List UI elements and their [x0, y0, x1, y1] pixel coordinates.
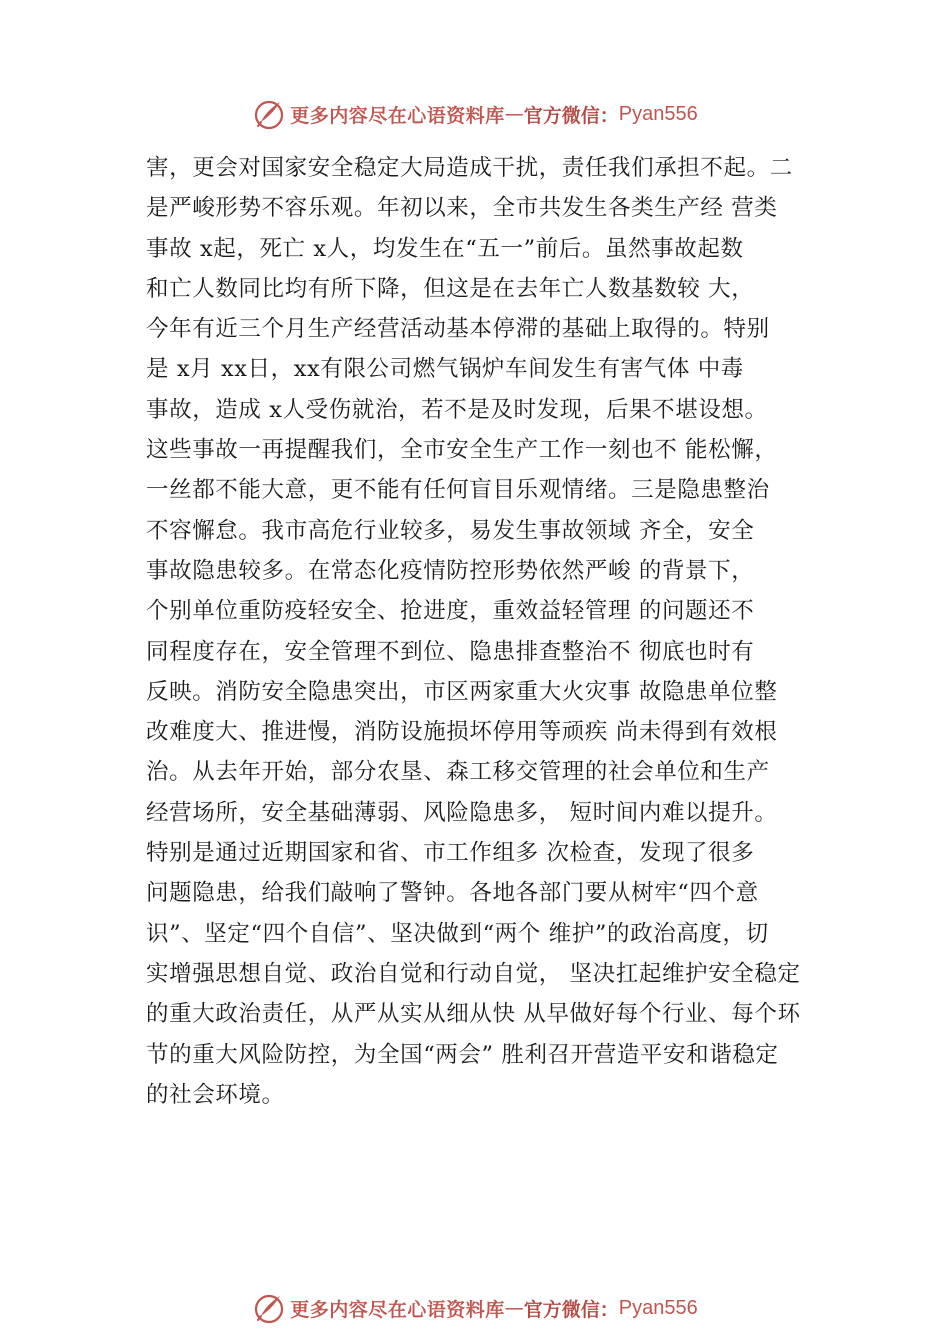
- text-line: 事故 x起，死亡 x人，均发生在“五一”前后。虽然事故起数: [146, 235, 744, 262]
- watermark-wechat-label: 官方微信：: [523, 104, 619, 127]
- text-line: 识”、坚定“四个自信”、坚决做到“两个 维护”的政治高度，切: [146, 920, 769, 947]
- text-line: 是严峻形势不容乐观。年初以来，全市共发生各类生产经 营类: [146, 195, 778, 222]
- text-line: 事故隐患较多。在常态化疫情防控形势依然严峻 的背景下，: [146, 557, 755, 584]
- text-line: 节的重大风险防控，为全国“两会” 胜利召开营造平安和谐稳定: [146, 1041, 779, 1068]
- footer-watermark-banner: [0, 1286, 950, 1330]
- text-line: 同程度存在，安全管理不到位、隐患排查整治不 彻底也时有: [146, 638, 755, 665]
- text-line: 今年有近三个月生产经营活动基本停滞的基础上取得的。特别: [146, 316, 770, 343]
- text-line: 的重大政治责任，从严从实从细从快 从早做好每个行业、每个环: [146, 1001, 801, 1028]
- watermark-text: 更多内容尽在心语资料库: [290, 1298, 505, 1321]
- watermark-wechat-id: Pyan556: [618, 1296, 698, 1319]
- watermark-dash: —: [504, 103, 524, 125]
- text-line: 一丝都不能大意，更不能有任何盲目乐观情绪。三是隐患整治: [146, 477, 770, 504]
- text-line: 实增强思想自觉、政治自觉和行动自觉， 坚决扛起维护安全稳定: [146, 960, 801, 987]
- watermark-wechat-label: 官方微信：: [523, 1298, 619, 1321]
- header-watermark-banner: [0, 92, 950, 136]
- text-line: 的社会环境。: [146, 1081, 285, 1108]
- quill-pen-logo-icon: [252, 97, 286, 131]
- watermark-wechat-id: Pyan556: [618, 102, 698, 125]
- document-body: [146, 148, 846, 1115]
- text-line: 害，更会对国家安全稳定大局造成干扰，责任我们承担不起。二: [146, 155, 793, 181]
- text-line: 特别是通过近期国家和省、市工作组多 次检查，发现了很多: [146, 840, 755, 867]
- text-line: 和亡人数同比均有所下降，但这是在去年亡人数基数较 大，: [146, 275, 755, 302]
- quill-pen-logo-icon: [252, 1291, 286, 1325]
- text-line: 这些事故一再提醒我们，全市安全生产工作一刻也不 能松懈，: [146, 437, 778, 464]
- text-line: 个别单位重防疫轻安全、抢进度，重效益轻管理 的问题还不: [146, 598, 755, 625]
- text-line: 事故，造成 x人受伤就治，若不是及时发现，后果不堪设想。: [146, 396, 768, 423]
- text-line: 反映。消防安全隐患突出，市区两家重大火灾事 故隐患单位整: [146, 678, 778, 705]
- watermark-text: 更多内容尽在心语资料库: [290, 104, 505, 127]
- text-line: 改难度大、推进慢，消防设施损坏停用等顽疾 尚未得到有效根: [146, 719, 778, 746]
- text-line: 治。从去年开始，部分农垦、森工移交管理的社会单位和生产: [146, 759, 770, 786]
- text-line: 经营场所，安全基础薄弱、风险隐患多， 短时间内难以提升。: [146, 799, 778, 826]
- text-line: 问题隐患，给我们敲响了警钟。各地各部门要从树牢“四个意: [146, 880, 759, 907]
- text-line: 不容懈怠。我市高危行业较多，易发生事故领域 齐全，安全: [146, 517, 755, 544]
- watermark-dash: —: [504, 1297, 524, 1319]
- text-line: 是 x月 xx日，xx有限公司燃气锅炉车间发生有害气体 中毒: [146, 356, 744, 383]
